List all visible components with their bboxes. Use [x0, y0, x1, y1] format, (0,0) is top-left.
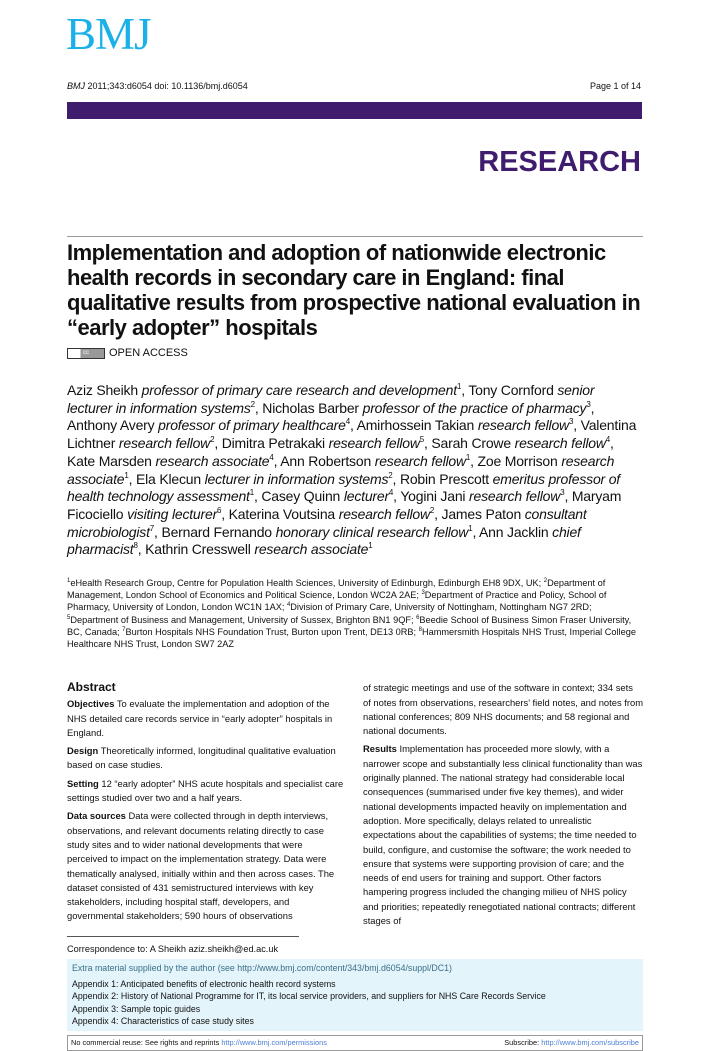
subscribe-link[interactable]: http://www.bmj.com/subscribe	[541, 1038, 639, 1048]
affiliation-number: 8	[418, 626, 422, 633]
footer-left	[71, 1038, 327, 1047]
open-access-label: OPEN ACCESS	[109, 347, 188, 359]
abstract-paragraph	[67, 777, 345, 806]
author-role: research associate	[155, 452, 270, 469]
abstract-right-column	[363, 680, 643, 932]
abstract-heading: Abstract	[67, 680, 116, 695]
author-affiliation-number: 1	[456, 382, 462, 391]
author-list: Aziz Sheikh professor of primary care research and development$^1$, Tony Cornford senior lecturer in information systems$^2$, Nicholas Barber professor of the practice of pharmacy$^3$, Anthony Avery professor of primary healthcare$^4$, Amirhossein Takian research fellow$^3$, Valentina Lichtner research fellow$^2$, Dimitra Petrakaki research fellow$^5$, Sarah Crowe research fellow$^4$, Kate Marsden research associate$^4$, Ann Robertson research fellow$^1$, Zoe Morrison research associate$^1$, Ela Klecun lecturer in information systems$^2$, Robin Prescott emeritus professor of health technology assessment$^1$, Casey Quinn lecturer$^4$, Yogini Jani research fellow$^3$, Maryam Ficociello visiting lecturer$^6$, Katerina Voutsina research fellow$^2$, James Paton consultant microbiologist$^7$, Bernard Fernando honorary clinical research fellow$^1$, Ann Jacklin chief pharmacist$^8$, Kathrin Cresswell research associate$^1$	[67, 382, 637, 558]
affiliation-text: Hammersmith Hospitals NHS Trust, Imperial College Healthcare NHS Trust, London SW7 2AZ	[67, 626, 636, 650]
affiliation-text: Department of Business and Management, University of Sussex, Brighton BN1 9QF;	[70, 614, 417, 625]
affiliation-number: 1	[67, 578, 71, 585]
author-name: Robin Prescott	[399, 470, 489, 487]
author-affiliation-number: 3	[586, 399, 591, 409]
affiliation-text: Department of Practice and Policy, School of Pharmacy, University of London, London WC1N 1AX;	[67, 590, 607, 613]
author-affiliation-number: 1	[468, 523, 473, 533]
bmj-logo: BMJ	[66, 9, 151, 59]
author-name: James Paton	[441, 505, 522, 522]
abstract-text: Data were collected through in depth interviews, observations, and relevant documents relating directly to case study sites and to wider national developments that were perceived to impact on the implementation strategy. Data were thematically analysed, initially within and then across cases. The dataset consisted of 431 semistructured interviews with key stakeholders, including hospital staff, developers, and governmental stakeholders; 590 hours of observations	[67, 810, 335, 922]
author-role: senior lecturer in information systems	[67, 382, 595, 416]
extra-material-box	[67, 959, 643, 1031]
author-name: Aziz Sheikh	[67, 382, 138, 398]
author-name: Kate Marsden	[67, 452, 152, 469]
author-affiliation-number: 1	[249, 488, 254, 498]
divider	[67, 236, 643, 237]
affiliation-text: Department of Management, London School of Economics and Political Science, London WC2A 2AE;	[67, 578, 606, 601]
affiliation-text: Burton Hospitals NHS Foundation Trust, Burton upon Trent, DE13 0RB;	[125, 626, 419, 637]
extra-material-heading[interactable]: Extra material supplied by the author (see http://www.bmj.com/content/343/bmj.d6054/suppl/DC1)	[72, 963, 452, 974]
affiliation-text: Beedie School of Business Simon Fraser University, BC, Canada;	[67, 614, 632, 637]
author-name: Zoe Morrison	[477, 452, 558, 469]
section-label: RESEARCH	[478, 146, 641, 178]
affiliation-text: Division of Primary Care, University of Nottingham, Nottingham NG7 2RD;	[290, 602, 592, 613]
author-name: Anthony Avery	[67, 417, 155, 434]
author-name: Bernard Fernando	[161, 523, 272, 540]
author-affiliation-number: 4	[605, 435, 611, 445]
affiliation-number: 6	[416, 614, 420, 621]
citation-text: 2011;343:d6054 doi: 10.1136/bmj.d6054	[85, 81, 248, 91]
subscribe-label: Subscribe:	[504, 1038, 542, 1048]
abstract-text: Implementation has proceeded more slowly, with a narrower scope and substantially less clinical functionality than was originally planned. The national strategy had considerable local consequences (summarised under five key themes), and wider national developments impacted heavily on implementation and adoption. More specifically, delays related to unrealistic expectations about the capabilities of systems; the time needed to build, configure, and customise the software; the work needed to ensure that systems were supporting provision of care; and the needs of end users for training and support. Other factors hampering progress included the changing milieu of NHS policy and priorities; repeatedly renegotiated national contracts; different stages of	[363, 743, 643, 926]
author-name: Maryam Ficociello	[67, 488, 622, 522]
appendix-item[interactable]: Appendix 2: History of National Programme for IT, its local service providers, and suppliers for NHS Care Records Service	[72, 991, 546, 1002]
creative-commons-icon: cc	[67, 348, 105, 359]
abstract-label: Objectives	[67, 698, 115, 710]
author-affiliation-number: 3	[560, 488, 565, 498]
author-name: Sarah Crowe	[431, 435, 511, 452]
author-affiliation-number: 2	[388, 470, 393, 480]
author-affiliation-number: 4	[269, 452, 274, 462]
author-name: Yogini Jani	[400, 488, 466, 505]
author-name: Valentina Lichtner	[67, 417, 637, 452]
abstract-text: 12 “early adopter” NHS acute hospitals and specialist care settings studied over two and a half years.	[67, 777, 344, 804]
author-affiliation-number: 1	[124, 470, 129, 480]
abstract-text: of strategic meetings and use of the software in context; 334 sets of notes from observations, researchers’ field notes, and notes from national conferences; 809 NHS documents; and 58 regional and national documents.	[363, 682, 643, 737]
author-affiliation-number: 1	[465, 452, 471, 462]
author-role: research associate	[254, 541, 369, 558]
affiliation-number: 5	[67, 614, 71, 621]
author-role: consultant microbiologist	[67, 505, 587, 540]
author-role: professor of primary care research and development	[141, 382, 457, 398]
abstract-label: Data sources	[67, 810, 126, 822]
author-role: lecturer	[343, 488, 389, 505]
abstract-paragraph	[67, 697, 345, 740]
page-footer	[67, 1035, 643, 1051]
author-role: research associate	[67, 452, 615, 487]
abstract-label: Design	[67, 745, 99, 757]
author-role: chief pharmacist	[67, 523, 581, 558]
affiliation-number: 3	[421, 590, 425, 597]
author-affiliation-number: 7	[149, 523, 155, 533]
author-name: Dimitra Petrakaki	[221, 435, 325, 452]
abstract-text: To evaluate the implementation and adoption of the NHS detailed care records service in “early adopter” hospitals in England.	[67, 698, 333, 738]
affiliation-number: 7	[122, 626, 126, 633]
author-affiliation-number: 2	[429, 505, 435, 515]
author-affiliation-number: 2	[250, 399, 255, 409]
citation	[67, 81, 248, 91]
affiliation-number: 2	[543, 578, 548, 585]
correspondence: Correspondence to: A Sheikh aziz.sheikh@ed.ac.uk	[67, 944, 279, 955]
author-role: honorary clinical research fellow	[275, 523, 469, 540]
author-affiliation-number: 3	[568, 417, 574, 427]
abstract-label: Results	[363, 743, 397, 755]
author-affiliation-number: 8	[133, 541, 138, 551]
appendix-item[interactable]: Appendix 3: Sample topic guides	[72, 1003, 201, 1014]
header-bar	[67, 102, 642, 119]
affiliation-text: eHealth Research Group, Centre for Population Health Sciences, University of Edinburgh, Edinburgh EH8 9DX, UK;	[70, 578, 544, 589]
author-affiliation-number: 5	[419, 435, 425, 445]
author-role: research fellow	[477, 417, 569, 434]
author-name: Kathrin Cresswell	[145, 541, 251, 558]
author-name: Ann Robertson	[280, 452, 372, 469]
author-name: Nicholas Barber	[262, 399, 359, 416]
author-name: Amirhossein Takian	[356, 417, 475, 434]
author-role: emeritus professor of health technology assessment	[67, 470, 620, 505]
footnote-divider	[67, 936, 299, 937]
affiliations	[67, 577, 643, 650]
abstract-paragraph	[363, 681, 643, 738]
page-number: Page 1 of 14	[589, 81, 641, 91]
journal-name: BMJ	[67, 81, 85, 91]
abstract-paragraph	[67, 809, 345, 923]
author-name: Ela Klecun	[136, 470, 201, 487]
author-name: Tony Cornford	[468, 382, 554, 398]
author-role: lecturer in information systems	[204, 470, 389, 487]
permissions-link[interactable]: http://www.bmj.com/permissions	[221, 1038, 327, 1048]
abstract-left-column	[67, 680, 345, 927]
abstract	[67, 680, 643, 932]
author-affiliation-number: 4	[388, 488, 394, 498]
author-name: Casey Quinn	[261, 488, 341, 505]
abstract-paragraph	[67, 744, 345, 773]
open-access	[67, 346, 643, 360]
author-role: professor of primary healthcare	[158, 417, 346, 434]
appendix-item[interactable]: Appendix 4: Characteristics of case study sites	[72, 1016, 254, 1027]
author-name: Katerina Voutsina	[228, 505, 336, 522]
author-role: research fellow	[328, 435, 420, 452]
abstract-paragraph	[363, 742, 643, 928]
article-body	[67, 236, 643, 1051]
author-affiliation-number: 1	[368, 541, 373, 551]
author-role: research fellow	[514, 435, 606, 452]
affiliation-number: 4	[286, 602, 291, 609]
abstract-text: Theoretically informed, longitudinal qualitative evaluation based on case studies.	[67, 745, 336, 771]
abstract-label: Setting	[67, 777, 99, 789]
author-affiliation-number: 4	[345, 417, 350, 427]
author-affiliation-number: 2	[210, 435, 215, 445]
author-affiliation-number: 6	[217, 505, 222, 515]
author-role: research fellow	[338, 505, 430, 522]
author-role: research fellow	[469, 488, 561, 505]
article-title: Implementation and adoption of nationwide electronic health records in secondary care in England: final qualitative results from prospective national evaluation in “early adopter” hospitals	[67, 240, 641, 340]
rights-label: No commercial reuse: See rights and reprints	[71, 1038, 222, 1048]
footer-right	[504, 1038, 639, 1047]
author-role: research fellow	[374, 452, 466, 469]
author-name: Ann Jacklin	[479, 523, 549, 540]
author-role: visiting lecturer	[127, 505, 218, 522]
author-role: research fellow	[118, 435, 211, 452]
author-role: professor of the practice of pharmacy	[362, 399, 587, 416]
appendix-item[interactable]: Appendix 1: Anticipated benefits of electronic health record systems	[72, 978, 336, 989]
